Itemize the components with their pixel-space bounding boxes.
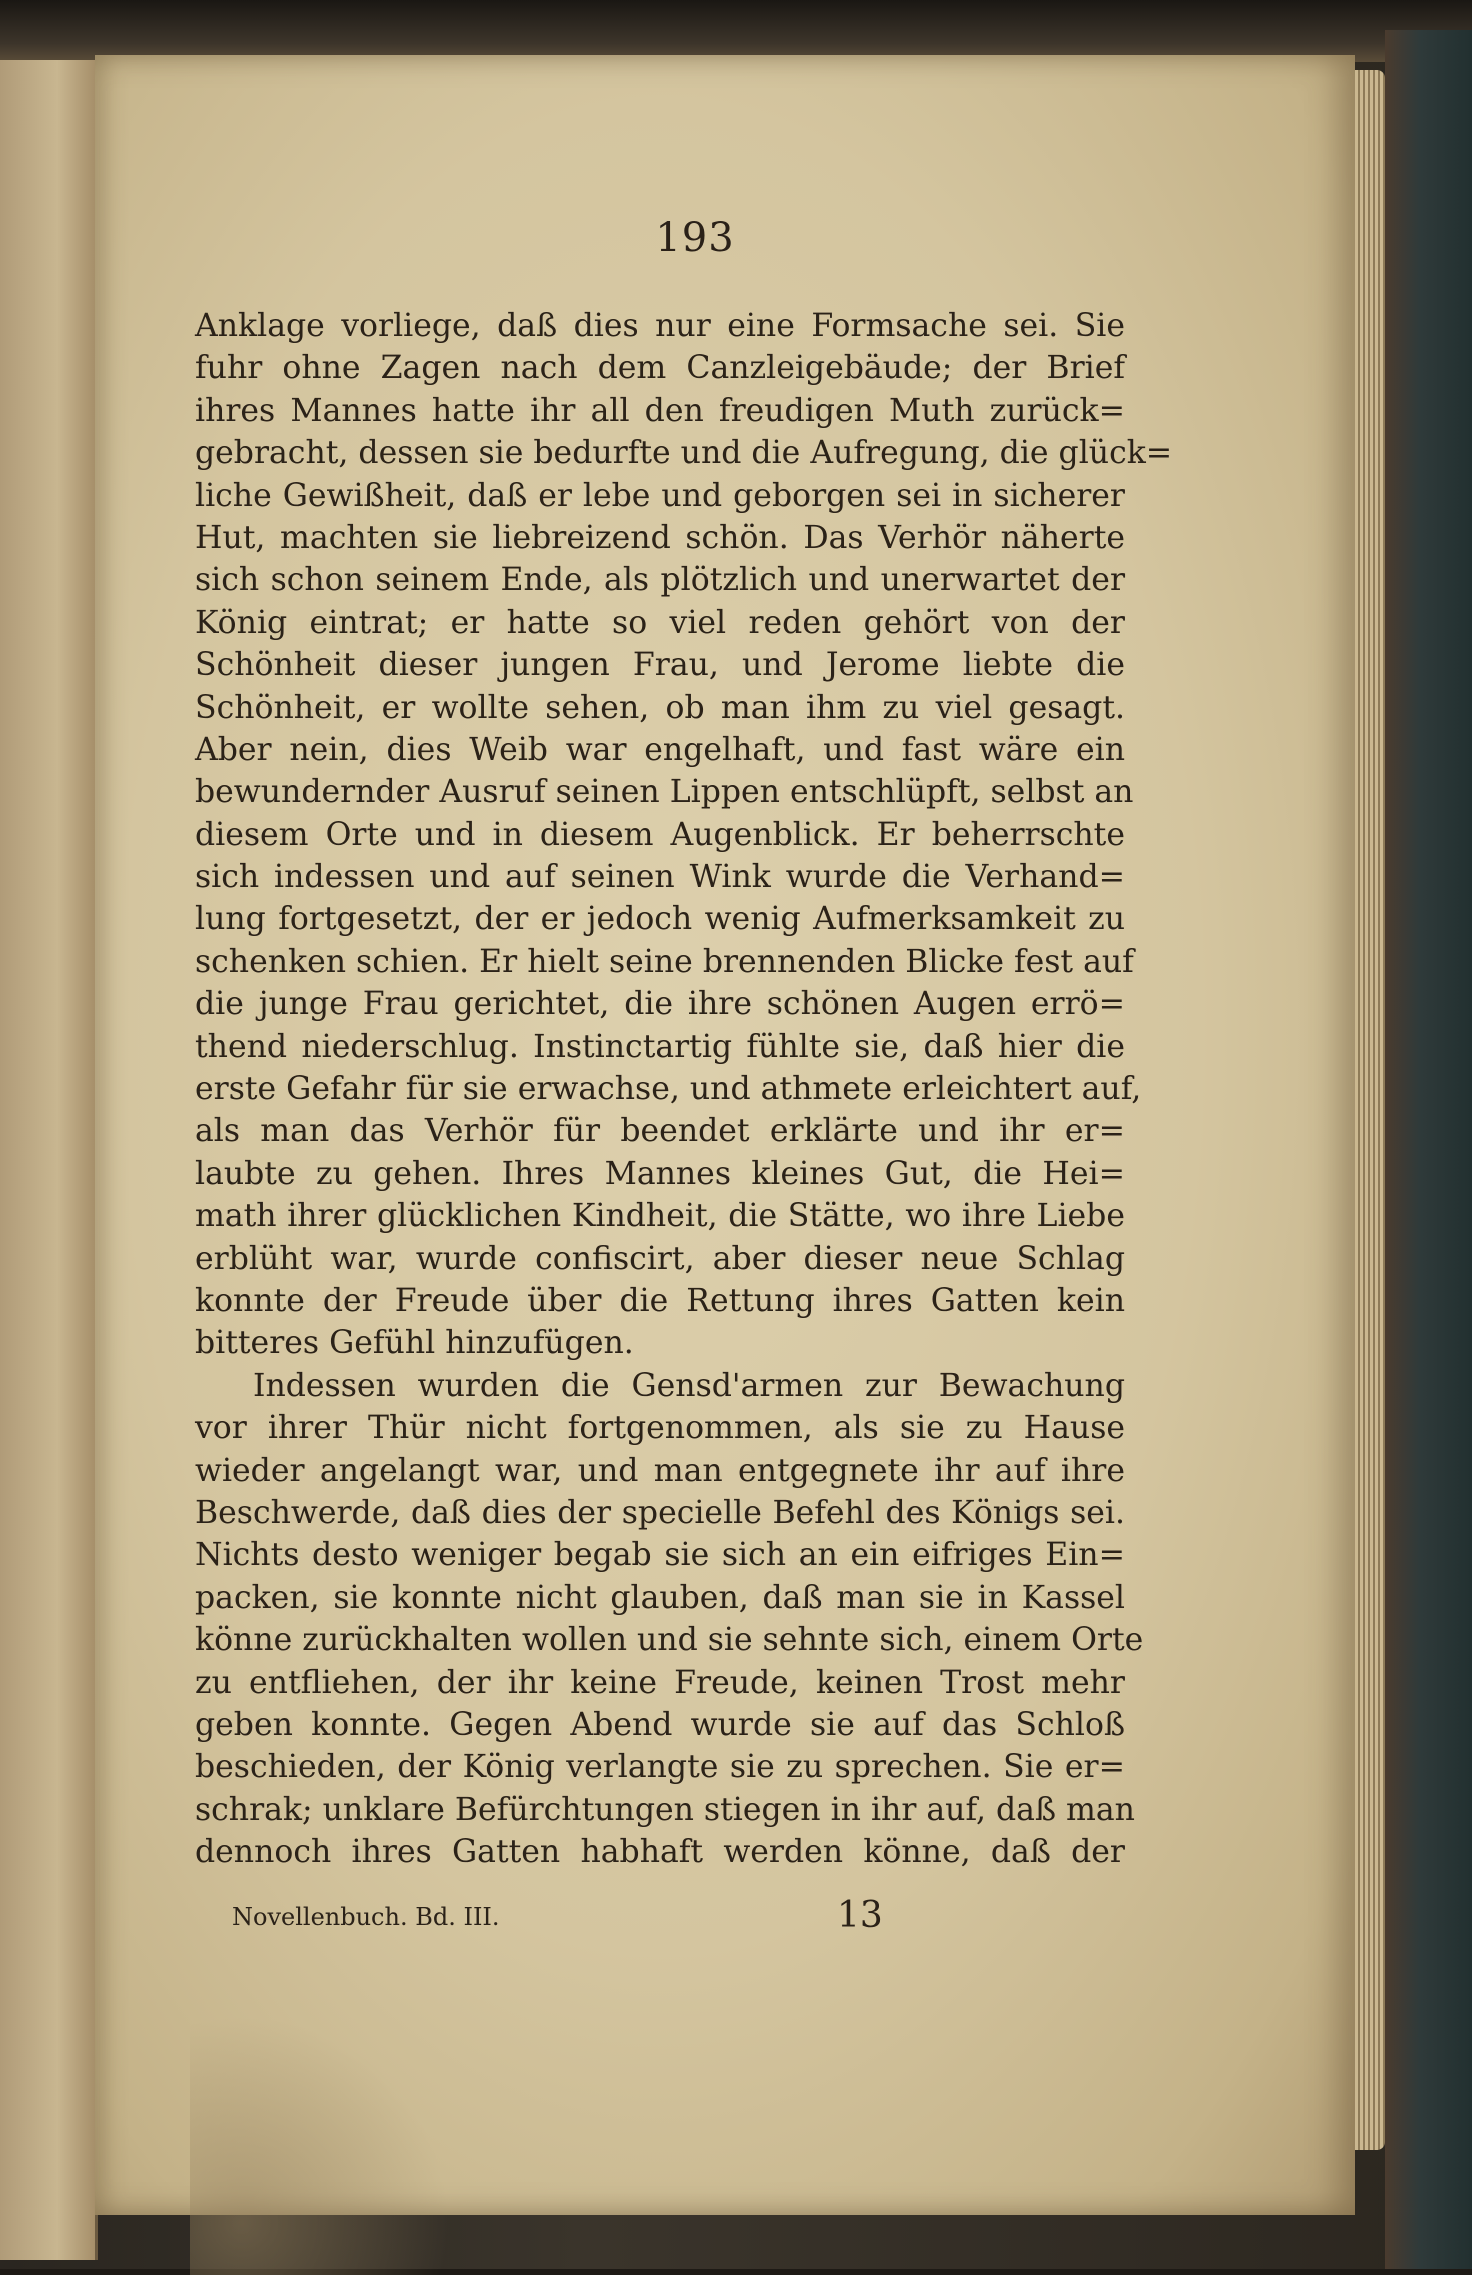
page-footer	[232, 1895, 932, 1939]
text-line: als man das Verhör für beendet erklärte und ihr er=	[195, 1113, 1125, 1150]
text-line: erblüht war, wurde confiscirt, aber dieser neue Schlag	[195, 1240, 1125, 1277]
book-title-footer: Novellenbuch. Bd. III.	[232, 1903, 500, 1931]
text-line: vor ihrer Thür nicht fortgenommen, als sie zu Hause	[195, 1410, 1125, 1447]
text-line: packen, sie konnte nicht glauben, daß man sie in Kassel	[195, 1579, 1125, 1616]
text-line: Hut, machten sie liebreizend schön. Das Verhör näherte	[195, 519, 1125, 556]
paragraph-start-line: Indessen wurden die Gensd'armen zur Bewachung	[253, 1367, 1125, 1404]
book-top-edge	[0, 0, 1472, 62]
paragraph-end-line: bitteres Gefühl hinzufügen.	[195, 1325, 634, 1362]
text-line: thend niederschlug. Instinctartig fühlte sie, daß hier die	[195, 1028, 1125, 1065]
text-line: könne zurückhalten wollen und sie sehnte sich, einem Orte	[195, 1622, 1144, 1659]
text-line: geben konnte. Gegen Abend wurde sie auf das Schloß	[195, 1706, 1125, 1743]
page-number: 193	[655, 215, 735, 261]
text-line: schrak; unklare Befürchtungen stiegen in ihr auf, daß man	[195, 1791, 1135, 1828]
text-line: Nichts desto weniger begab sie sich an ein eifriges Ein=	[195, 1537, 1125, 1574]
text-line: math ihrer glücklichen Kindheit, die Stätte, wo ihre Liebe	[195, 1198, 1125, 1235]
text-line: erste Gefahr für sie erwachse, und athmete erleichtert auf,	[195, 1071, 1142, 1108]
text-line: gebracht, dessen sie bedurfte und die Aufregung, die glück=	[195, 435, 1173, 472]
text-line: König eintrat; er hatte so viel reden gehört von der	[195, 604, 1125, 641]
body-text	[195, 305, 1173, 1873]
text-line: die junge Frau gerichtet, die ihre schönen Augen errö=	[195, 986, 1125, 1023]
text-line: laubte zu gehen. Ihres Mannes kleines Gut, die Hei=	[195, 1155, 1125, 1192]
text-line: beschieden, der König verlangte sie zu sprechen. Sie er=	[195, 1749, 1125, 1786]
text-line: ihres Mannes hatte ihr all den freudigen Muth zurück=	[195, 392, 1125, 429]
text-line: wieder angelangt war, und man entgegnete ihr auf ihre	[195, 1452, 1125, 1489]
signature-mark: 13	[837, 1895, 883, 1936]
text-line: dennoch ihres Gatten habhaft werden könne, daß der	[195, 1834, 1125, 1871]
text-line: liche Gewißheit, daß er lebe und geborgen sei in sicherer	[195, 477, 1125, 514]
text-line: sich indessen und auf seinen Wink wurde die Verhand=	[195, 859, 1125, 896]
text-line: fuhr ohne Zagen nach dem Canzleigebäude; der Brief	[195, 350, 1125, 387]
facing-page-edge	[0, 60, 98, 2260]
book-cover-edge	[1385, 30, 1472, 2269]
text-line: diesem Orte und in diesem Augenblick. Er beherrschte	[195, 816, 1125, 853]
text-line: Schönheit, er wollte sehen, ob man ihm zu viel gesagt.	[195, 689, 1125, 726]
text-line: lung fortgesetzt, der er jedoch wenig Aufmerksamkeit zu	[195, 901, 1125, 938]
text-line: Anklage vorliege, daß dies nur eine Formsache sei. Sie	[195, 308, 1125, 344]
text-line: Schönheit dieser jungen Frau, und Jerome liebte die	[195, 647, 1125, 684]
text-line: bewundernder Ausruf seinen Lippen entschlüpft, selbst an	[195, 774, 1134, 811]
text-line: sich schon seinem Ende, als plötzlich und unerwartet der	[195, 562, 1125, 599]
text-line: Beschwerde, daß dies der specielle Befehl des Königs sei.	[195, 1494, 1125, 1531]
text-line: Aber nein, dies Weib war engelhaft, und fast wäre ein	[195, 731, 1125, 768]
paper-stain	[190, 2015, 450, 2275]
text-line: zu entfliehen, der ihr keine Freude, keinen Trost mehr	[195, 1664, 1125, 1701]
text-line: schenken schien. Er hielt seine brennenden Blicke fest auf	[195, 943, 1134, 980]
text-line: konnte der Freude über die Rettung ihres Gatten kein	[195, 1282, 1125, 1319]
